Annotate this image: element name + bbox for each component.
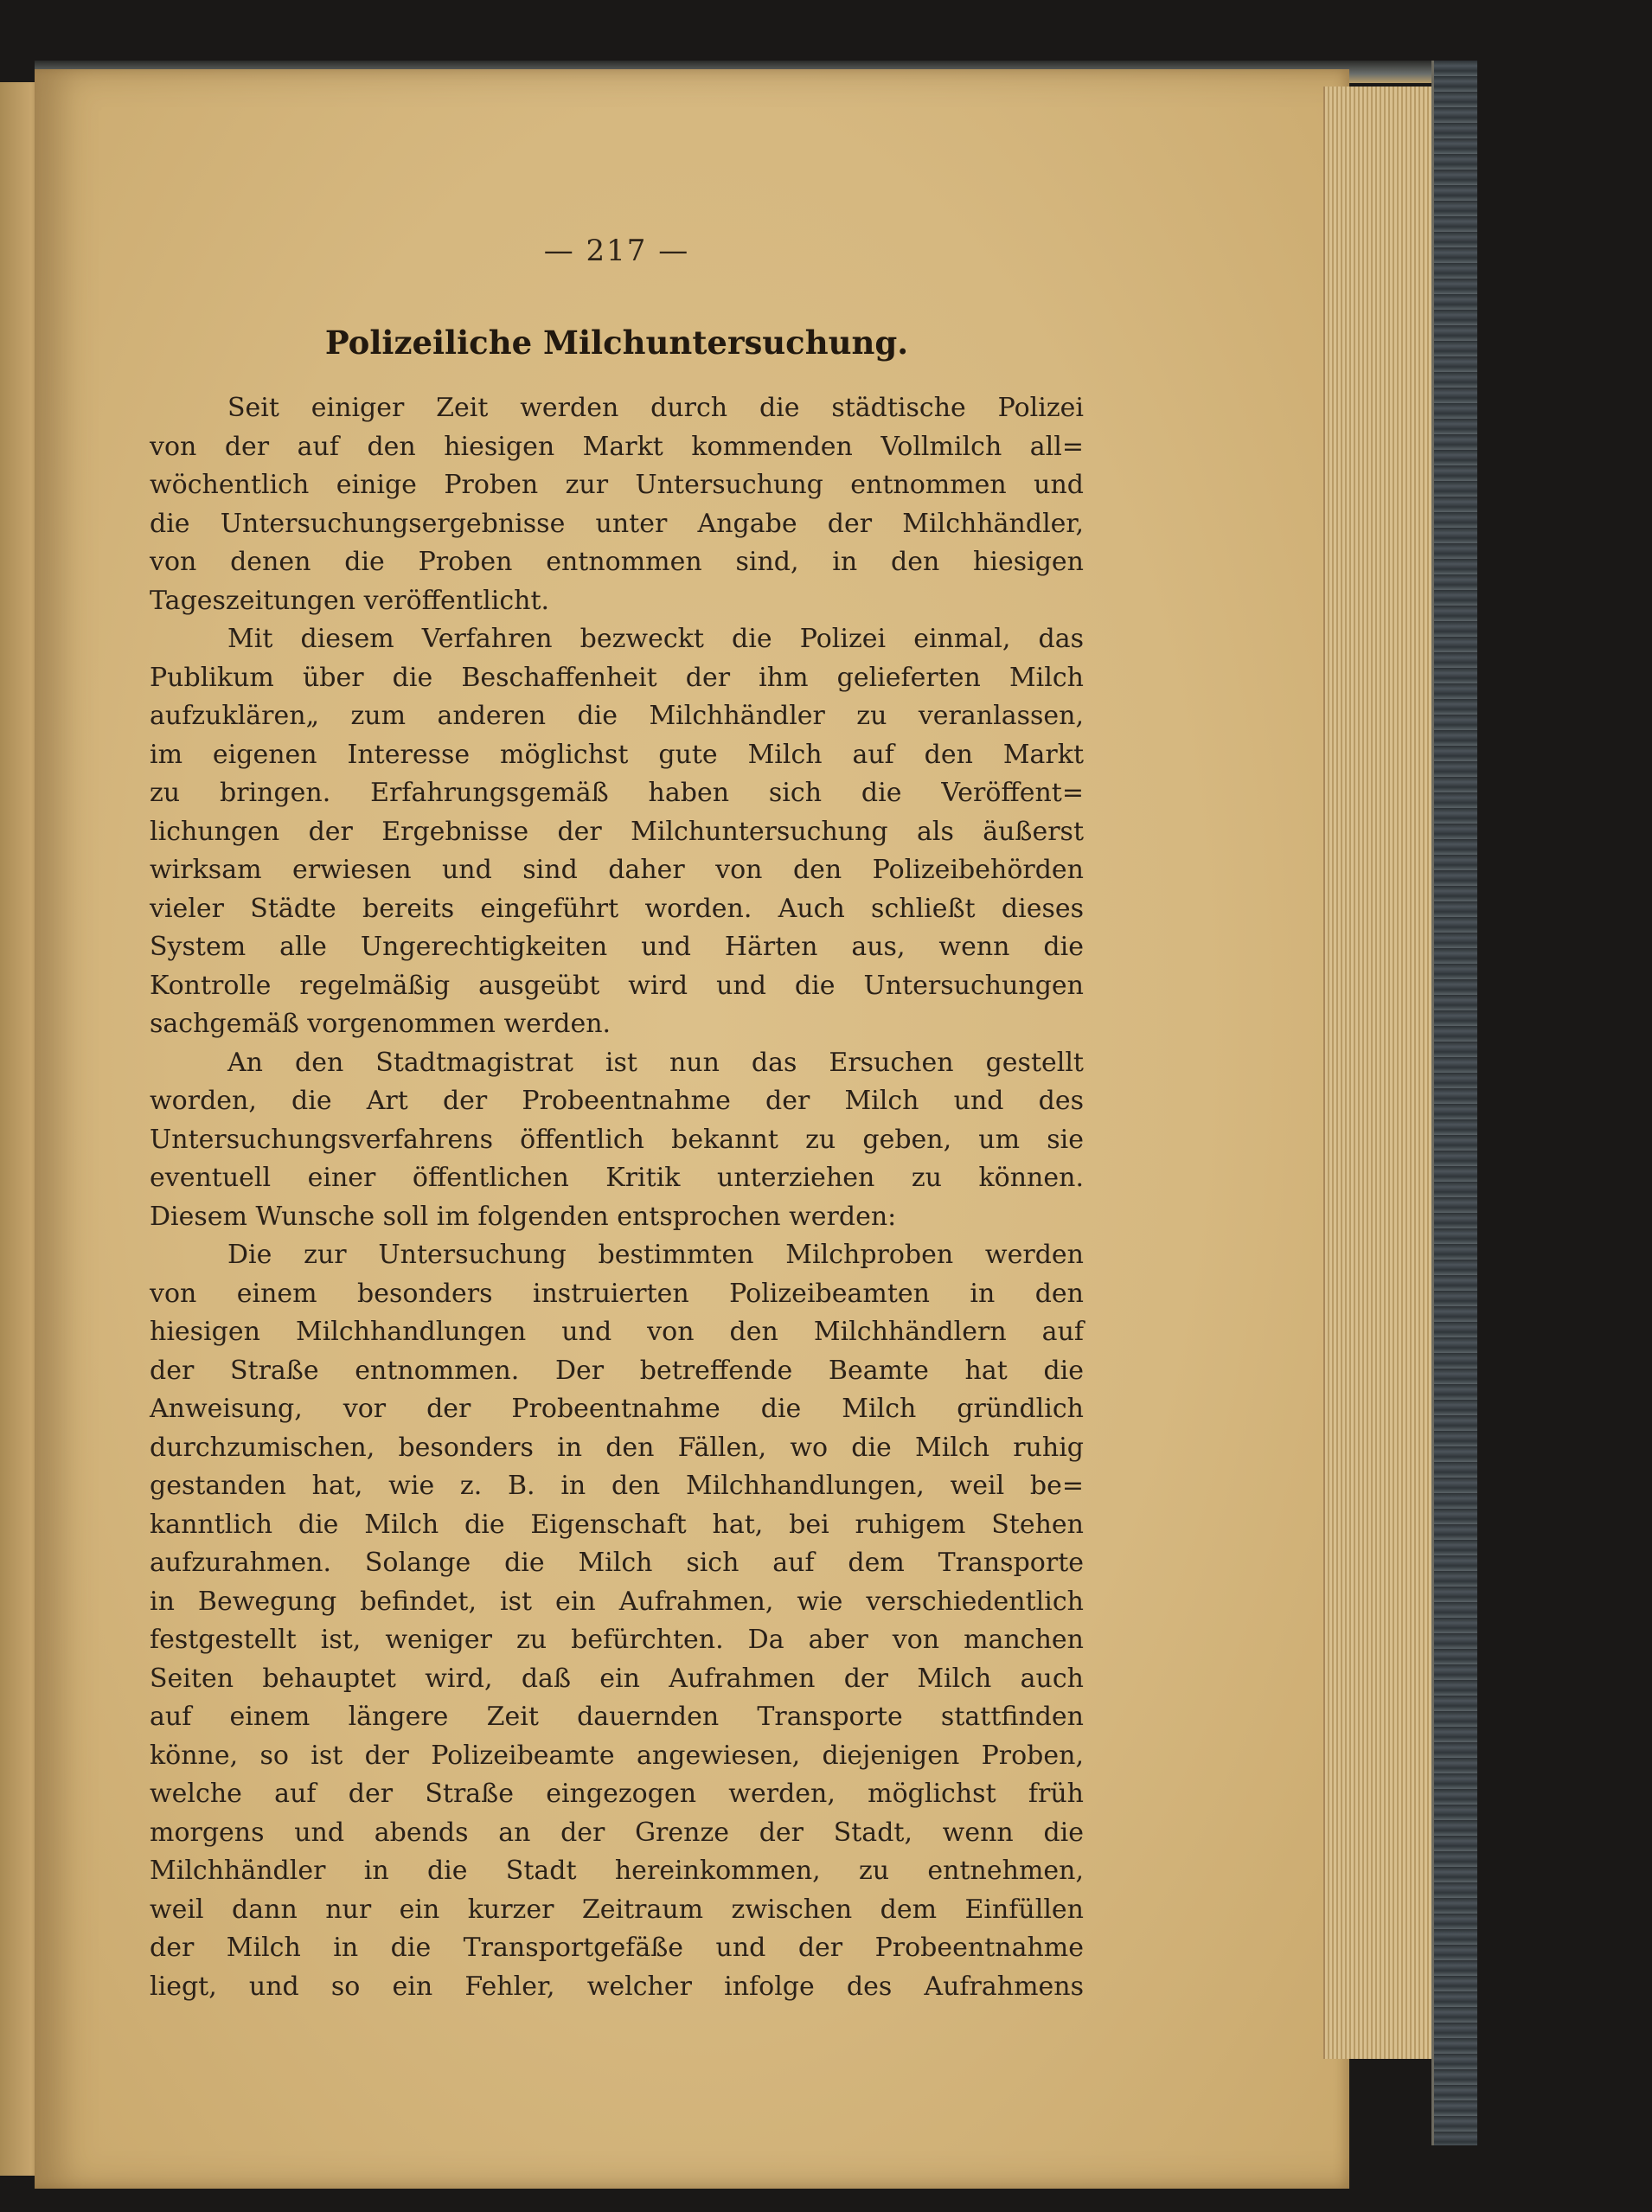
page-edges-stack xyxy=(1323,87,1437,2059)
book-cover-board xyxy=(1431,61,1477,2145)
text-line: lichungen der Ergebnisse der Milchuntersuchung als äußerst xyxy=(150,816,1084,847)
paragraph xyxy=(150,389,1084,620)
text-line: zu bringen. Erfahrungsgemäß haben sich die Veröffent= xyxy=(150,778,1084,808)
text-line: vieler Städte bereits eingeführt worden. Auch schließt dieses xyxy=(150,893,1084,924)
text-line: eventuell einer öffentlichen Kritik unterziehen zu können. xyxy=(150,1163,1084,1193)
text-line: von einem besonders instruierten Polizeibeamten in den xyxy=(150,1278,1084,1309)
page-number: — 217 — xyxy=(543,234,690,268)
text-line: Milchhändler in die Stadt hereinkommen, zu entnehmen, xyxy=(150,1856,1084,1886)
text-line: Die zur Untersuchung bestimmten Milchproben werden xyxy=(227,1240,1084,1270)
text-line: Mit diesem Verfahren bezweckt die Polizei einmal, das xyxy=(227,624,1084,654)
text-line: Seiten behauptet wird, daß ein Aufrahmen der Milch auch xyxy=(150,1663,1084,1694)
text-line: Kontrolle regelmäßig ausgeübt wird und die Untersuchungen xyxy=(150,970,1084,1001)
text-line: weil dann nur ein kurzer Zeitraum zwischen dem Einfüllen xyxy=(150,1894,1084,1925)
page-title: Polizeiliche Milchuntersuchung. xyxy=(324,324,909,362)
text-line: Diesem Wunsche soll im folgenden entsprochen werden: xyxy=(150,1201,897,1232)
text-line: Tageszeitungen veröffentlicht. xyxy=(150,585,550,616)
text-line: welche auf der Straße eingezogen werden, möglichst früh xyxy=(150,1779,1084,1809)
text-line: morgens und abends an der Grenze der Stadt, wenn die xyxy=(150,1817,1084,1848)
paragraph xyxy=(150,1236,1084,2006)
text-line: die Untersuchungsergebnisse unter Angabe der Milchhändler, xyxy=(150,508,1084,539)
text-line: könne, so ist der Polizeibeamte angewiesen, diejenigen Proben, xyxy=(150,1740,1084,1771)
text-line: von denen die Proben entnommen sind, in den hiesigen xyxy=(150,547,1084,577)
text-line: durchzumischen, besonders in den Fällen, wo die Milch ruhig xyxy=(150,1432,1084,1463)
text-line: im eigenen Interesse möglichst gute Milch auf den Markt xyxy=(150,739,1084,770)
text-line: Untersuchungsverfahrens öffentlich bekannt zu geben, um sie xyxy=(150,1124,1084,1155)
text-line: der Milch in die Transportgefäße und der Probeentnahme xyxy=(150,1933,1084,1963)
text-line: hiesigen Milchhandlungen und von den Milchhändlern auf xyxy=(150,1317,1084,1347)
text-line: von der auf den hiesigen Markt kommenden Vollmilch all= xyxy=(150,431,1084,462)
text-line: liegt, und so ein Fehler, welcher infolge des Aufrahmens xyxy=(150,1971,1084,2002)
text-line: auf einem längere Zeit dauernden Transporte stattfinden xyxy=(150,1702,1084,1732)
text-line: der Straße entnommen. Der betreffende Beamte hat die xyxy=(150,1355,1084,1386)
paragraph xyxy=(150,620,1084,1044)
text-line: kanntlich die Milch die Eigenschaft hat, bei ruhigem Stehen xyxy=(150,1509,1084,1540)
text-line: worden, die Art der Probeentnahme der Milch und des xyxy=(150,1086,1084,1116)
text-line: An den Stadtmagistrat ist nun das Ersuchen gestellt xyxy=(227,1047,1084,1078)
text-line: festgestellt ist, weniger zu befürchten. Da aber von manchen xyxy=(150,1625,1084,1655)
text-line: aufzurahmen. Solange die Milch sich auf dem Transporte xyxy=(150,1548,1084,1578)
text-line: Anweisung, vor der Probeentnahme die Milch gründlich xyxy=(150,1394,1084,1424)
text-line: in Bewegung befindet, ist ein Aufrahmen, wie verschiedentlich xyxy=(150,1586,1084,1617)
text-line: System alle Ungerechtigkeiten und Härten aus, wenn die xyxy=(150,932,1084,962)
text-line: wirksam erwiesen und sind daher von den Polizeibehörden xyxy=(150,855,1084,885)
paragraph xyxy=(150,1044,1084,1237)
text-line: Publikum über die Beschaffenheit der ihm gelieferten Milch xyxy=(150,662,1084,693)
text-line: wöchentlich einige Proben zur Untersuchung entnommen und xyxy=(150,470,1084,500)
text-line: aufzuklären„ zum anderen die Milchhändler zu veranlassen, xyxy=(150,701,1084,731)
text-line: Seit einiger Zeit werden durch die städtische Polizei xyxy=(227,393,1084,423)
text-line: sachgemäß vorgenommen werden. xyxy=(150,1009,611,1039)
text-line: gestanden hat, wie z. B. in den Milchhandlungen, weil be= xyxy=(150,1471,1084,1501)
body-text xyxy=(150,389,1084,2006)
